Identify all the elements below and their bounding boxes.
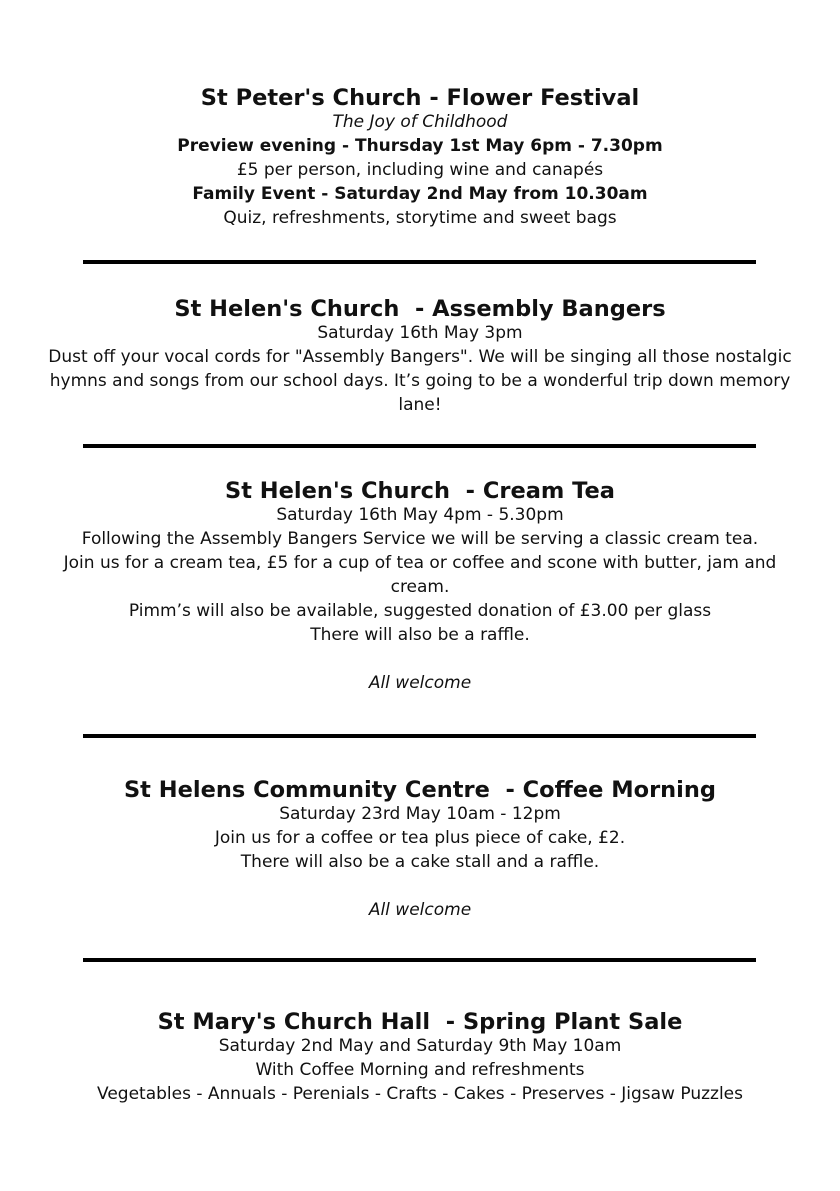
event-subtitle: The Joy of Childhood xyxy=(332,112,508,132)
event-line: Join us for a cream tea, £5 for a cup of tea or coffee and scone with butter, jam and cream. xyxy=(63,553,777,597)
event-title: St Helens Community Centre - Coffee Morning xyxy=(123,777,717,803)
event-date: Saturday 16th May 3pm xyxy=(317,323,523,343)
event-line: There will also be a cake stall and a raffle. xyxy=(240,852,600,872)
event-welcome: All welcome xyxy=(368,673,472,693)
event-date: Saturday 2nd May and Saturday 9th May 10am xyxy=(218,1036,622,1056)
event-title: St Mary's Church Hall - Spring Plant Sale xyxy=(157,1009,683,1035)
event-assembly-bangers xyxy=(20,295,820,417)
event-flower-festival xyxy=(20,84,820,230)
event-cream-tea xyxy=(20,477,820,695)
event-line: There will also be a raffle. xyxy=(310,625,530,645)
event-welcome: All welcome xyxy=(368,900,472,920)
event-title: St Helen's Church - Cream Tea xyxy=(225,478,615,504)
event-plant-sale xyxy=(20,1008,820,1106)
section-divider xyxy=(83,444,756,448)
event-family: Family Event - Saturday 2nd May from 10.30am xyxy=(192,184,648,204)
event-line: Following the Assembly Bangers Service we will be serving a classic cream tea. xyxy=(81,529,759,549)
section-divider xyxy=(83,260,756,264)
event-line: Vegetables - Annuals - Perenials - Crafts - Cakes - Preserves - Jigsaw Puzzles xyxy=(97,1084,743,1104)
event-line: Join us for a coffee or tea plus piece of cake, £2. xyxy=(214,828,626,848)
section-divider xyxy=(83,734,756,738)
event-activities: Quiz, refreshments, storytime and sweet bags xyxy=(223,208,617,228)
section-divider xyxy=(83,958,756,962)
event-date: Saturday 16th May 4pm - 5.30pm xyxy=(276,505,564,525)
event-date: Saturday 23rd May 10am - 12pm xyxy=(279,804,561,824)
event-coffee-morning xyxy=(20,776,820,922)
event-title: St Peter's Church - Flower Festival xyxy=(200,85,640,111)
event-description: Dust off your vocal cords for "Assembly Bangers". We will be singing all those nostalgic hymns and songs from our school days. It’s going to be a wonderful trip down memory lane! xyxy=(48,347,792,415)
event-line: Pimm’s will also be available, suggested donation of £3.00 per glass xyxy=(128,601,712,621)
event-price: £5 per person, including wine and canapés xyxy=(236,160,604,180)
event-title: St Helen's Church - Assembly Bangers xyxy=(174,296,666,322)
event-preview: Preview evening - Thursday 1st May 6pm - 7.30pm xyxy=(177,136,663,156)
event-line: With Coffee Morning and refreshments xyxy=(255,1060,585,1080)
